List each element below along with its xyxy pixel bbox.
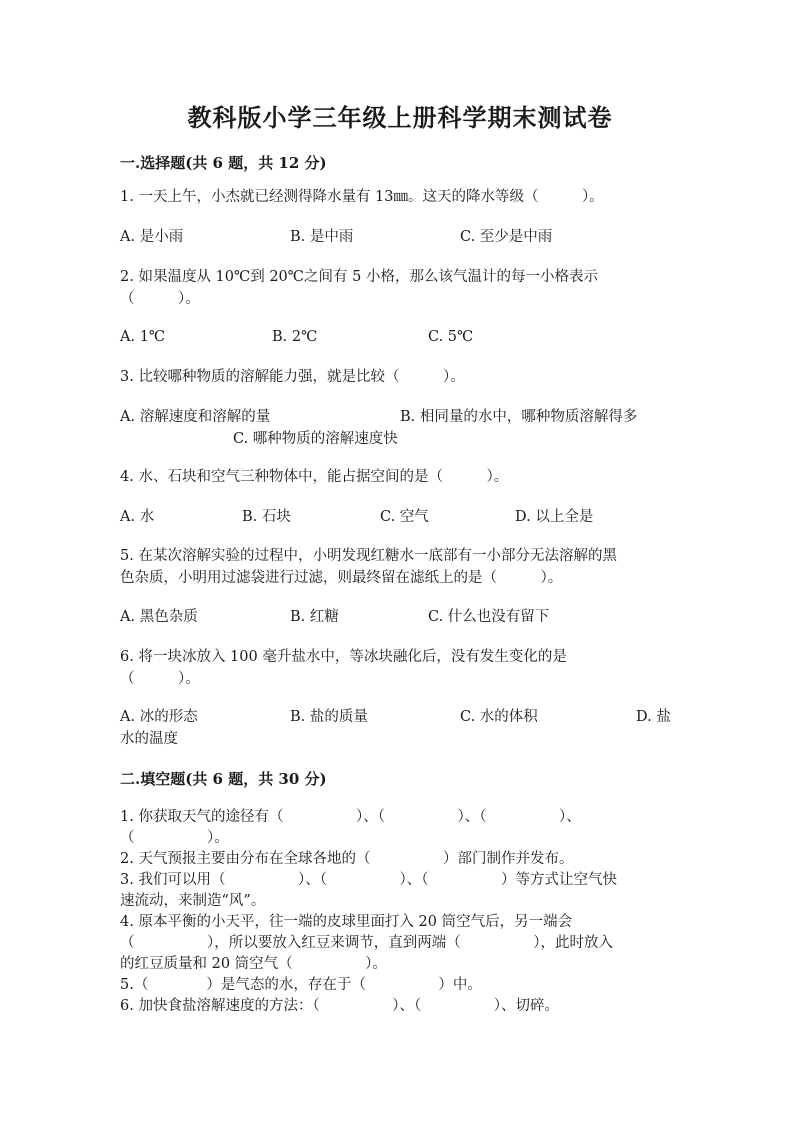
question-1 xyxy=(120,186,680,208)
question-line: 6. 将一块冰放入 100 毫升盐水中，等冰块融化后，没有发生变化的是 xyxy=(120,649,567,665)
option-a: A. 黑色杂质 xyxy=(120,609,198,625)
option-c: C. 至少是中雨 xyxy=(460,229,553,245)
fill-line: 的红豆质量和 20 筒空气（ ）。 xyxy=(120,956,387,972)
option-d-continued: 水的温度 xyxy=(120,731,178,747)
option-c: C. 哪种物质的溶解速度快 xyxy=(233,431,398,447)
option-a: A. 溶解速度和溶解的量 xyxy=(120,409,271,425)
question-2 xyxy=(120,266,680,310)
question-5 xyxy=(120,545,680,589)
question-6 xyxy=(120,646,680,690)
option-a: A. 水 xyxy=(120,509,155,525)
option-b: B. 盐的质量 xyxy=(290,709,368,725)
option-b: B. 红糖 xyxy=(290,609,339,625)
option-c: C. 5℃ xyxy=(428,329,474,345)
fill-line: 2. 天气预报主要由分布在全球各地的（ ）部门制作并发布。 xyxy=(120,851,574,867)
option-b: B. 相同量的水中，哪种物质溶解得多 xyxy=(400,409,638,425)
question-3 xyxy=(120,366,680,388)
option-c: C. 水的体积 xyxy=(460,709,538,725)
question-line: （ ）。 xyxy=(120,291,200,307)
question-line: 3. 比较哪种物质的溶解能力强，就是比较（ ）。 xyxy=(120,369,465,385)
option-c: C. 空气 xyxy=(380,509,429,525)
question-4 xyxy=(120,466,680,488)
option-d: D. 盐 xyxy=(636,709,671,725)
fill-line: 速流动，来制造“风”。 xyxy=(120,893,266,909)
option-a: A. 1℃ xyxy=(120,329,166,345)
question-line: 4. 水、石块和空气三种物体中，能占据空间的是（ ）。 xyxy=(120,469,509,485)
fill-line: （ ），所以要放入红豆来调节，直到两端（ ），此时放入 xyxy=(120,935,613,951)
option-d: D. 以上全是 xyxy=(515,509,594,525)
fill-line: 3. 我们可以用（ ）、（ ）、（ ）等方式让空气快 xyxy=(120,872,617,888)
fill-line: （ ）。 xyxy=(120,830,229,846)
fill-line: 4. 原本平衡的小天平，往一端的皮球里面打入 20 筒空气后，另一端会 xyxy=(120,914,573,930)
option-b: B. 2℃ xyxy=(272,329,318,345)
question-line: （ ）。 xyxy=(120,671,200,687)
question-line: 2. 如果温度从 10℃到 20℃之间有 5 小格，那么该气温计的每一小格表示 xyxy=(120,269,598,285)
option-c: C. 什么也没有留下 xyxy=(428,609,550,625)
question-line: 色杂质，小明用过滤袋进行过滤，则最终留在滤纸上的是（ ）。 xyxy=(120,570,563,586)
question-line: 5. 在某次溶解实验的过程中，小明发现红糖水一底部有一小部分无法溶解的黑 xyxy=(120,548,617,564)
option-a: A. 是小雨 xyxy=(120,229,184,245)
option-b: B. 是中雨 xyxy=(290,229,354,245)
page-title: 教科版小学三年级上册科学期末测试卷 xyxy=(187,103,613,132)
fill-line: 6. 加快食盐溶解速度的方法：（ ）、（ ）、切碎。 xyxy=(120,998,559,1014)
option-b: B. 石块 xyxy=(242,509,291,525)
section-heading-choice: 一.选择题(共 6 题，共 12 分) xyxy=(120,154,327,172)
fill-line: 1. 你获取天气的途径有（ ）、（ ）、（ ）、 xyxy=(120,809,581,825)
option-a: A. 冰的形态 xyxy=(120,709,198,725)
section-heading-fill: 二.填空题(共 6 题，共 30 分) xyxy=(120,770,327,788)
fill-line: 5.（ ）是气态的水，存在于（ ）中。 xyxy=(120,977,482,993)
question-line: 1. 一天上午，小杰就已经测得降水量有 13㎜。这天的降水等级（ ）。 xyxy=(120,189,604,205)
